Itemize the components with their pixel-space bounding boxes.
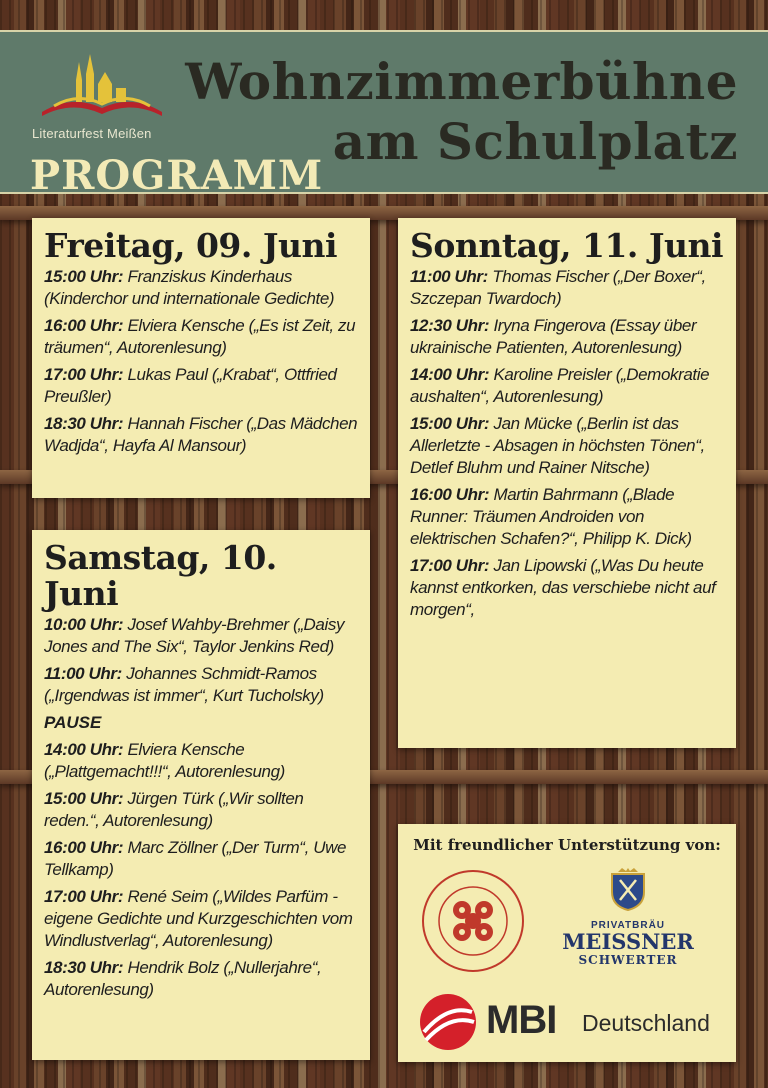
literaturfest-logo (32, 50, 172, 130)
meissner-sub: SCHWERTER (578, 953, 678, 967)
program-entry: 15:00 Uhr: Jürgen Türk („Wir sollten reden.“, Autorenlesung) (44, 789, 304, 830)
program-entry: 14:00 Uhr: Elviera Kensche („Plattgemacht!!!“, Autorenlesung) (44, 740, 285, 781)
program-entry: 15:00 Uhr: Jan Mücke („Berlin ist das Allerletzte - Absagen in höchsten Tönen“, Detlef Bluhm und Rainer Nitsche) (410, 414, 705, 477)
sponsors-panel (398, 824, 736, 1062)
mbi-sub: Deutschland (582, 1010, 710, 1036)
program-entry: 17:00 Uhr: René Seim („Wildes Parfüm - eigene Gedichte und Kurzgeschichten vom Windlustverlag“, Autorenlesung) (44, 887, 353, 950)
program-entry: 17:00 Uhr: Jan Lipowski („Was Du heute kannst entkorken, das verschiebe nicht auf morgen“, (410, 556, 716, 619)
programm-label: PROGRAMM (30, 152, 324, 199)
program-entry: 12:30 Uhr: Iryna Fingerova (Essay über ukrainische Patienten, Autorenlesung) (410, 316, 697, 357)
meissner-name: MEISSNER (562, 929, 694, 954)
saturday-panel (32, 530, 370, 1060)
sunday-panel (398, 218, 736, 748)
friday-panel (32, 218, 370, 498)
program-entry: 17:00 Uhr: Lukas Paul („Krabat“, Ottfried Preußler) (44, 365, 337, 406)
page-title (185, 52, 738, 172)
meissner-small-text: PRIVATBRÄU (590, 920, 666, 931)
program-entry: 18:30 Uhr: Hendrik Bolz („Nullerjahre“, Autorenlesung) (44, 958, 322, 999)
meissner-schwerter-logo (558, 868, 698, 978)
title-line-2: am Schulplatz (332, 112, 738, 171)
mbi-logo (418, 992, 718, 1052)
mbi-word: MBI (486, 998, 557, 1042)
day-heading: Samstag, 10. Juni (44, 538, 277, 613)
sponsors-title: Mit freundlicher Unterstützung von: (413, 836, 721, 854)
title-line-1: Wohnzimmerbühne (185, 52, 738, 111)
header-banner (0, 30, 768, 199)
day-heading: Sonntag, 11. Juni (410, 226, 724, 265)
program-entry: 11:00 Uhr: Thomas Fischer („Der Boxer“, Szczepan Twardoch) (410, 267, 706, 308)
program-entry: 15:00 Uhr: Franziskus Kinderhaus (Kinderchor und internationale Gedichte) (44, 267, 335, 308)
day-heading: Freitag, 09. Juni (44, 226, 337, 265)
program-entry: 18:30 Uhr: Hannah Fischer („Das Mädchen Wadjda“, Hayfa Al Mansour) (44, 414, 358, 455)
program-entry: 16:00 Uhr: Elviera Kensche („Es ist Zeit, zu träumen“, Autorenlesung) (44, 316, 356, 357)
logo-text: Literaturfest Meißen (32, 126, 152, 141)
rothes-gut-seal-logo (418, 866, 528, 976)
program-entry: 11:00 Uhr: Johannes Schmidt-Ramos („Irgendwas ist immer“, Kurt Tucholsky) (44, 664, 324, 705)
program-entry: 10:00 Uhr: Josef Wahby-Brehmer („Daisy Jones and The Six“, Taylor Jenkins Red) (44, 615, 345, 656)
program-entry: 14:00 Uhr: Karoline Preisler („Demokratie aushalten“, Autorenlesung) (410, 365, 710, 406)
program-entry: 16:00 Uhr: Marc Zöllner („Der Turm“, Uwe Tellkamp) (44, 838, 347, 879)
mbi-mark-icon (418, 992, 478, 1052)
crest-icon (608, 868, 648, 912)
pause-label: PAUSE (44, 713, 102, 732)
program-entry: 16:00 Uhr: Martin Bahrmann („Blade Runner: Träumen Androiden von elektrischen Schafen?“, Philipp K. Dick) (410, 485, 692, 548)
